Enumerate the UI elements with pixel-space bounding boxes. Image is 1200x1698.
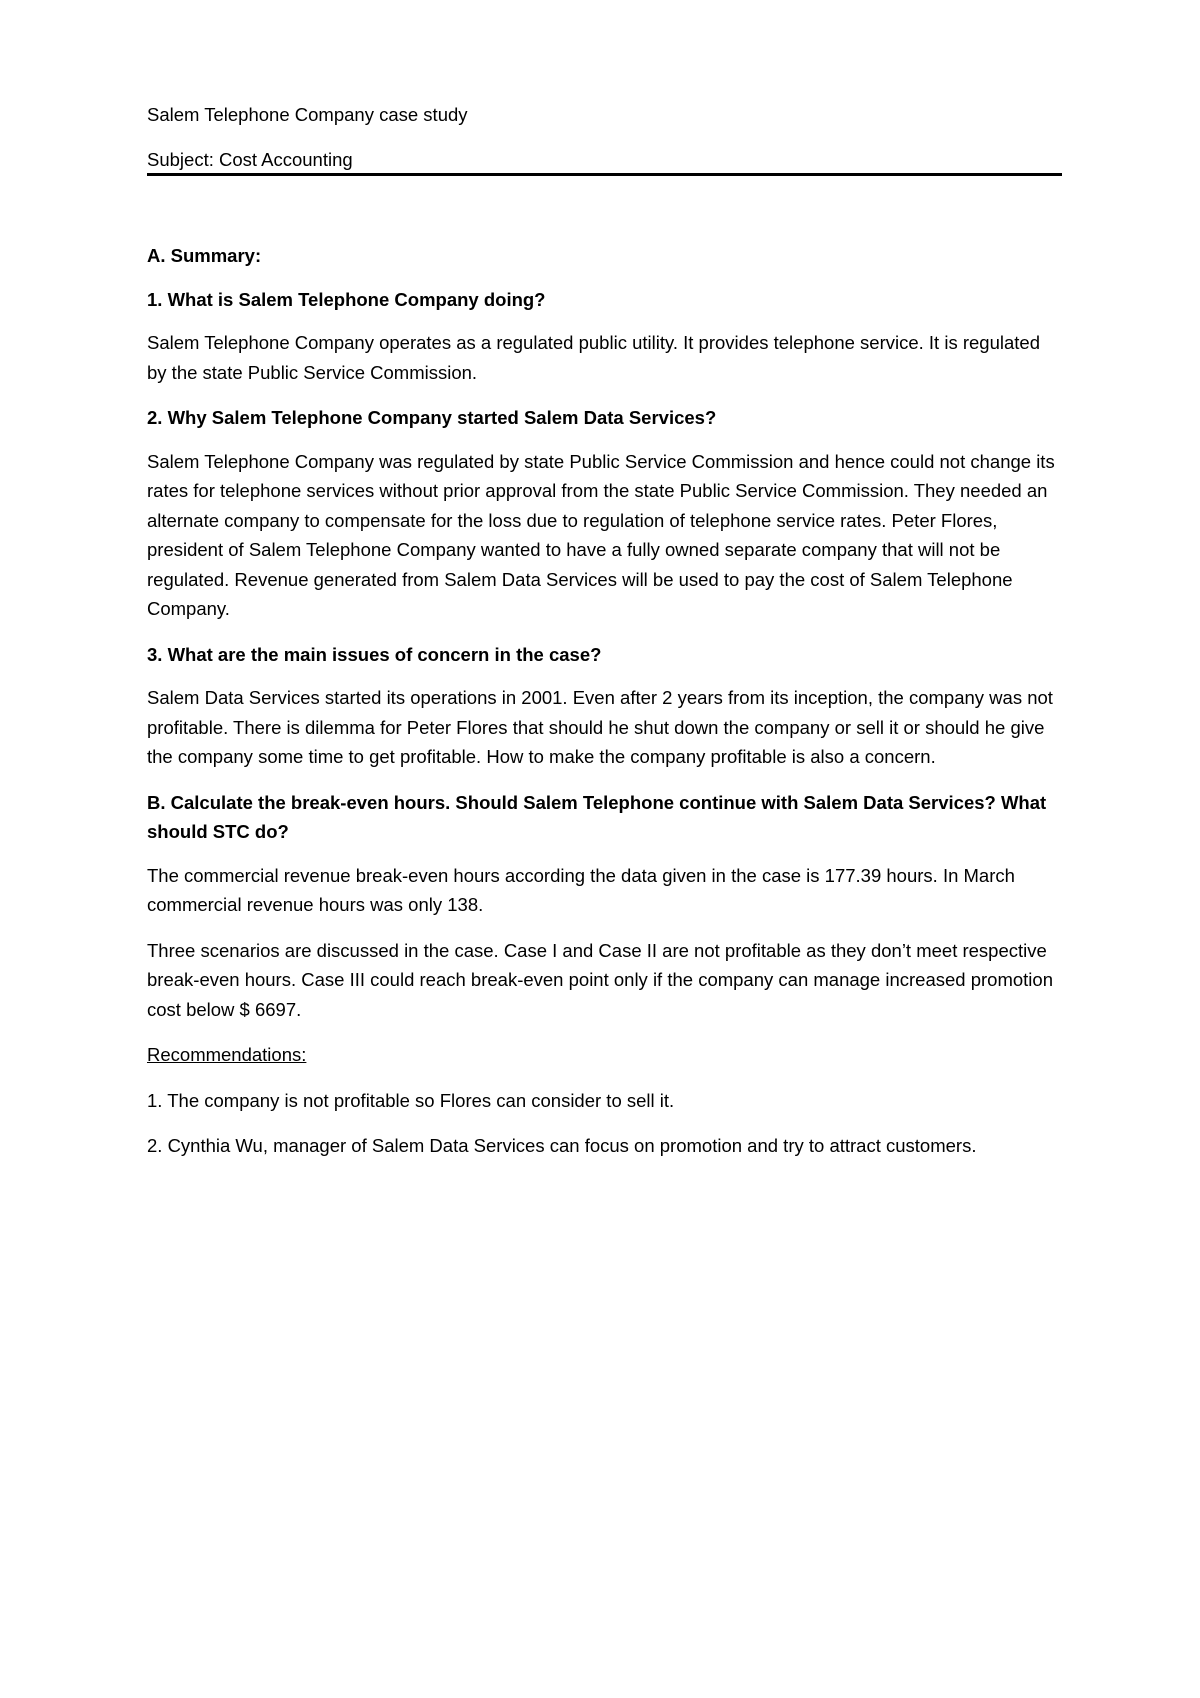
answer-2: Salem Telephone Company was regulated by state Public Service Commission and hence could not change its rates for telephone services without prior approval from the state Public Service Commission. They needed an alternate company to compensate for the loss due to regulation of telephone service rates. Peter Flores, president of Salem Telephone Company wanted to have a fully owned separate company that will not be regulated. Revenue generated from Salem Data Services will be used to pay the cost of Salem Telephone Company. (147, 450, 1055, 619)
section-a-heading: A. Summary: (147, 245, 262, 266)
recommendation-item: 1. The company is not profitable so Flores can consider to sell it. (147, 1089, 675, 1111)
document-title: Salem Telephone Company case study (147, 104, 468, 125)
header-divider (147, 173, 1062, 176)
section-b-paragraph-2: Three scenarios are discussed in the case. Case I and Case II are not profitable as they don’t meet respective break-even hours. Case III could reach break-even point only if the company can manage increased promotion cost below $ 6697. (147, 939, 1053, 1020)
document-subject: Subject: Cost Accounting (147, 149, 353, 170)
question-3: 3. What are the main issues of concern in the case? (147, 643, 602, 665)
answer-1: Salem Telephone Company operates as a regulated public utility. It provides telephone service. It is regulated by the state Public Service Commission. (147, 332, 1040, 383)
recommendation-item: 2. Cynthia Wu, manager of Salem Data Services can focus on promotion and try to attract customers. (147, 1135, 977, 1156)
question-2: 2. Why Salem Telephone Company started Salem Data Services? (147, 407, 717, 428)
section-b-paragraph-1: The commercial revenue break-even hours according the data given in the case is 177.39 hours. In March commercial revenue hours was only 138. (147, 864, 1015, 915)
recommendations-heading: Recommendations: (147, 1044, 307, 1065)
answer-3: Salem Data Services started its operations in 2001. Even after 2 years from its inception, the company was not profitable. There is dilemma for Peter Flores that should he shut down the company or sell it or should he give the company some time to get profitable. How to make the company profitable is also a concern. (147, 687, 1053, 767)
question-1: 1. What is Salem Telephone Company doing? (147, 288, 546, 310)
section-b-heading: B. Calculate the break-even hours. Should Salem Telephone continue with Salem Data Services? What should STC do? (147, 791, 1047, 842)
document-body (147, 100, 1062, 1161)
